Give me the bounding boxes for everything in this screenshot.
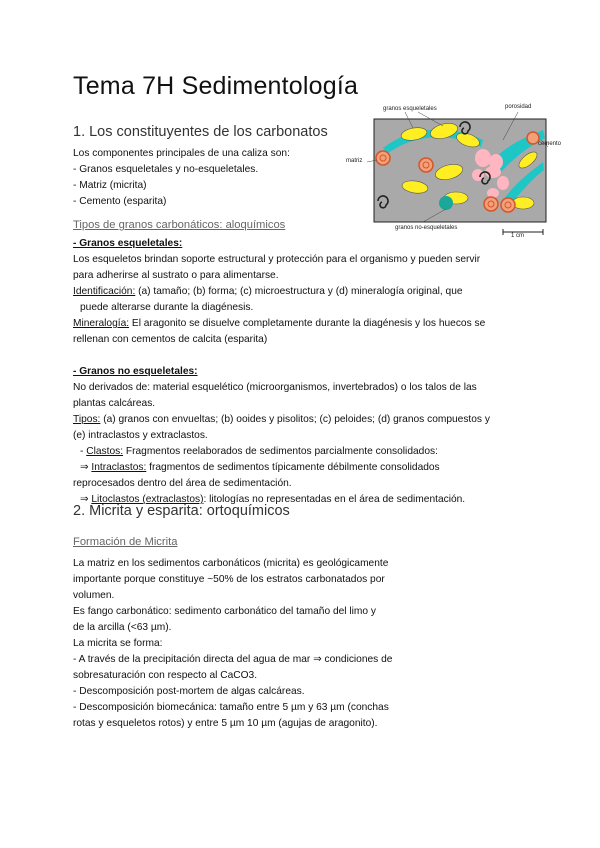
tipos-line	[73, 412, 490, 428]
text-line: sobresaturación con respecto al CaCO3.	[73, 670, 258, 681]
clastos-line	[73, 444, 490, 460]
text-line: Los esqueletos brindan soporte estructural y protección para el organismo y pueden servir	[73, 254, 481, 265]
tipos-label: Tipos:	[73, 414, 101, 425]
intraclastos-label: Intraclastos:	[91, 462, 147, 473]
clastos-prefix: -	[80, 446, 87, 457]
label-porosidad: porosidad	[505, 104, 532, 110]
litoclastos-label: Litoclastos (extraclastos)	[91, 494, 204, 505]
text-line: rotas y esqueletos rotos) y entre 5 µm 10 µm (agujas de aragonito).	[73, 718, 378, 729]
list-item: - Cemento (esparita)	[73, 196, 167, 207]
text-line: La matriz en los sedimentos carbonáticos (micrita) es geológicamente	[73, 558, 389, 569]
clastos-text: Fragmentos reelaborados de sedimentos parcialmente consolidados:	[123, 446, 438, 457]
litoclastos-text: : litologías no representadas en el área de sedimentación.	[203, 494, 466, 505]
label-matriz: matriz	[346, 158, 363, 164]
mineralogia-label: Mineralogía:	[73, 318, 130, 329]
section-1-heading: 1. Los constituyentes de los carbonatos	[73, 124, 328, 140]
text-line: rellenan con cementos de calcita (esparita)	[73, 334, 268, 345]
label-scale: 1 cm	[511, 233, 525, 239]
intro-text: Los componentes principales de una caliza son:	[73, 148, 290, 159]
text-line: No derivados de: material esquelético (microorganismos, invertebrados) o los talos de las	[73, 382, 477, 393]
pellet	[487, 188, 499, 198]
text-line: La micrita se forma:	[73, 638, 163, 649]
clastos-label: Clastos:	[86, 446, 124, 457]
text-line: - Descomposición biomecánica: tamaño entre 5 µm y 63 µm (conchas	[73, 702, 389, 713]
text-line: (e) intraclastos y extraclastos.	[73, 430, 208, 441]
ooid	[501, 198, 515, 212]
text-line: plantas calcáreas.	[73, 398, 156, 409]
tipos-text: (a) granos con envueltas; (b) ooides y pisolitos; (c) peloides; (d) granos compuestos y	[100, 414, 490, 425]
pellet	[497, 176, 509, 190]
identificacion-line	[73, 284, 490, 300]
mineralogia-line	[73, 316, 490, 332]
carbonate-components-figure	[343, 100, 575, 242]
text-line: para adherirse al sustrato o para alimentarse.	[73, 270, 279, 281]
ooid	[484, 197, 498, 211]
text-line: Es fango carbonático: sedimento carbonático del tamaño del limo y	[73, 606, 376, 617]
intraclastos-line	[73, 460, 490, 476]
list-item: - Granos esqueletales y no-esqueletales.	[73, 164, 259, 175]
label-granos-no-esqueletales: granos no-esqueletales	[395, 225, 458, 231]
granos-no-esqueletales-heading: - Granos no esqueletales:	[73, 366, 198, 377]
tipos-body	[73, 236, 490, 508]
granos-esqueletales-heading: - Granos esqueletales:	[73, 238, 183, 249]
pellet	[475, 149, 491, 167]
intraclastos-text: fragmentos de sedimentos típicamente débilmente consolidados	[146, 462, 440, 473]
identificacion-label: Identificación:	[73, 286, 136, 297]
page-title: Tema 7H Sedimentología	[73, 72, 359, 100]
label-cemento: cemento	[538, 141, 562, 147]
formacion-micrita-heading: Formación de Micrita	[73, 536, 178, 548]
arrow-icon: ⇒	[80, 462, 92, 473]
figure-illustration	[343, 100, 575, 242]
list-item: - Matriz (micrita)	[73, 180, 147, 191]
ooid	[419, 158, 433, 172]
text-line: volumen.	[73, 590, 115, 601]
ooid	[376, 151, 390, 165]
text-line: reprocesados dentro del área de sedimentación.	[73, 478, 292, 489]
mineralogia-text: El aragonito se disuelve completamente durante la diagénesis y los huecos se	[129, 318, 486, 329]
tipos-heading: Tipos de granos carbonáticos: aloquímicos	[73, 219, 286, 231]
text-line: - A través de la precipitación directa del agua de mar ⇒ condiciones de	[73, 654, 393, 665]
text-line: - Descomposición post-mortem de algas calcáreas.	[73, 686, 305, 697]
grain-round	[439, 196, 453, 210]
identificacion-text: (a) tamaño; (b) forma; (c) microestructura y (d) mineralogía original, que	[135, 286, 463, 297]
section-2-heading: 2. Micrita y esparita: ortoquímicos	[73, 503, 290, 519]
section-2-body	[73, 556, 392, 732]
arrow-icon: ⇒	[80, 494, 92, 505]
section-1-body	[73, 146, 290, 210]
label-granos-esqueletales: granos esqueletales	[383, 106, 437, 112]
text-line: de la arcilla (<63 µm).	[73, 622, 172, 633]
text-line: importante porque constituye ~50% de los estratos carbonatados por	[73, 574, 385, 585]
text-line: puede alterarse durante la diagénesis.	[80, 302, 254, 313]
